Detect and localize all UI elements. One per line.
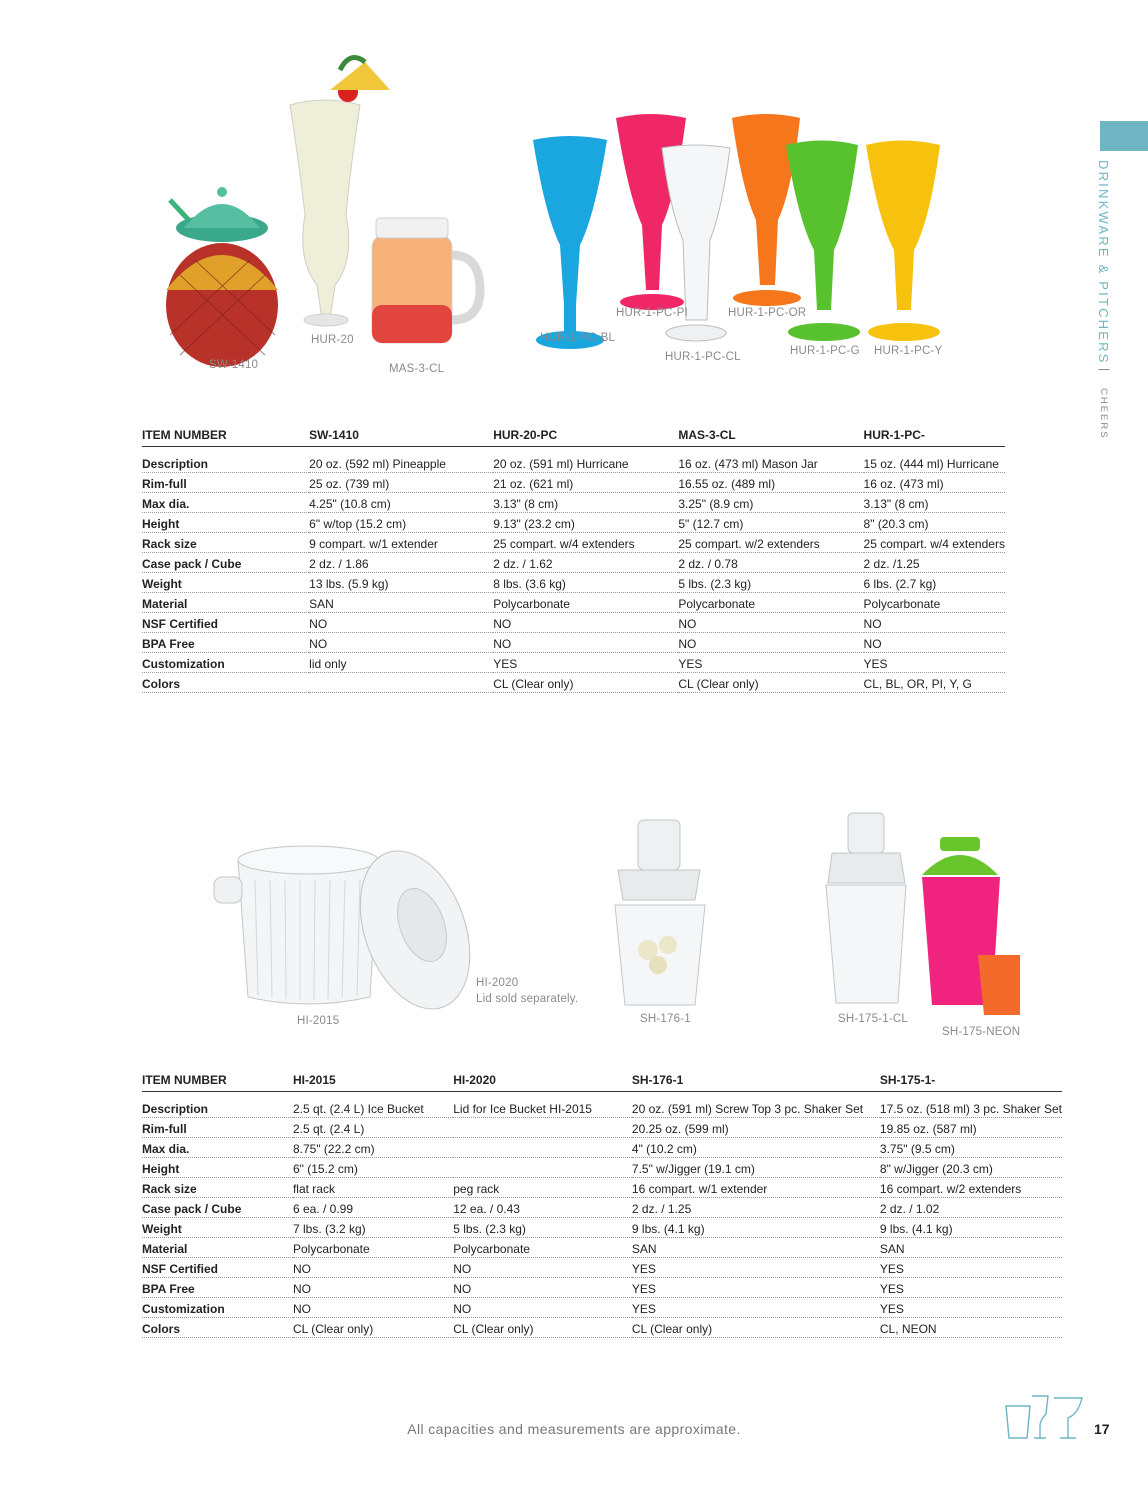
cell: Polycarbonate <box>864 593 1005 613</box>
cell: 25 compart. w/2 extenders <box>678 533 863 553</box>
cell: YES <box>493 653 678 673</box>
cell <box>453 1158 632 1178</box>
mason-jar-image <box>372 218 480 343</box>
cell: 16 oz. (473 ml) <box>864 473 1005 493</box>
clear-shaker-image <box>826 813 906 1003</box>
bottom-product-photos <box>200 805 1020 1020</box>
cell: YES <box>678 653 863 673</box>
header-cell: ITEM NUMBER <box>142 418 309 447</box>
cell: CL (Clear only) <box>293 1318 453 1338</box>
table-row <box>142 447 1005 473</box>
hurricane-orange-image <box>732 114 801 306</box>
cell: YES <box>632 1298 880 1318</box>
ice-bucket-image <box>214 836 490 1020</box>
row-label: Weight <box>142 1218 293 1238</box>
caption-hur-20: HUR-20 <box>311 334 354 346</box>
cell: CL, BL, OR, PI, Y, G <box>864 673 1005 693</box>
cell: 2 dz. / 1.02 <box>880 1198 1062 1218</box>
cell: 20 oz. (592 ml) Pineapple <box>309 447 493 473</box>
cell: CL, NEON <box>880 1318 1062 1338</box>
cell: NO <box>293 1258 453 1278</box>
cell: NO <box>864 633 1005 653</box>
table-row <box>142 1298 1062 1318</box>
cell: 3.13" (8 cm) <box>493 493 678 513</box>
table-row <box>142 673 1005 693</box>
cell: 20 oz. (591 ml) Hurricane <box>493 447 678 473</box>
cell: NO <box>453 1278 632 1298</box>
table-row <box>142 1258 1062 1278</box>
header-cell: SH-176-1 <box>632 1063 880 1092</box>
cell: Polycarbonate <box>678 593 863 613</box>
cell: Polycarbonate <box>493 593 678 613</box>
cell: 6" w/top (15.2 cm) <box>309 513 493 533</box>
cell: 2.5 qt. (2.4 L) Ice Bucket <box>293 1092 453 1118</box>
row-label: BPA Free <box>142 1278 293 1298</box>
row-label: Material <box>142 593 309 613</box>
cell: 20.25 oz. (599 ml) <box>632 1118 880 1138</box>
cell: 6 lbs. (2.7 kg) <box>864 573 1005 593</box>
spec-table-bottom <box>142 1063 1062 1338</box>
row-label: Height <box>142 513 309 533</box>
cell: NO <box>493 633 678 653</box>
cell: CL (Clear only) <box>678 673 863 693</box>
row-label: Weight <box>142 573 309 593</box>
table-row <box>142 1092 1062 1118</box>
table-row <box>142 1138 1062 1158</box>
table-header-row <box>142 1063 1062 1092</box>
cell: 3.25" (8.9 cm) <box>678 493 863 513</box>
row-label: NSF Certified <box>142 1258 293 1278</box>
cell: 2 dz. /1.25 <box>864 553 1005 573</box>
cell: 25 compart. w/4 extenders <box>493 533 678 553</box>
section-label <box>1096 160 1126 460</box>
row-label: Case pack / Cube <box>142 553 309 573</box>
table-row <box>142 473 1005 493</box>
cell: 16 compart. w/1 extender <box>632 1178 880 1198</box>
cell: Polycarbonate <box>453 1238 632 1258</box>
neon-shaker-image <box>922 837 1020 1015</box>
cell: YES <box>864 653 1005 673</box>
cell: 7 lbs. (3.2 kg) <box>293 1218 453 1238</box>
caption-hi-2015: HI-2015 <box>297 1015 340 1027</box>
table-row <box>142 513 1005 533</box>
cell: 25 compart. w/4 extenders <box>864 533 1005 553</box>
cell <box>309 673 493 693</box>
row-label: Height <box>142 1158 293 1178</box>
cell: 2 dz. / 1.86 <box>309 553 493 573</box>
cell: NO <box>493 613 678 633</box>
cell: YES <box>632 1278 880 1298</box>
row-label: Description <box>142 447 309 473</box>
cell: 7.5" w/Jigger (19.1 cm) <box>632 1158 880 1178</box>
cell: CL (Clear only) <box>493 673 678 693</box>
cell: YES <box>880 1258 1062 1278</box>
cell: 16 oz. (473 ml) Mason Jar <box>678 447 863 473</box>
page-number: 17 <box>1094 1421 1110 1437</box>
cell: 8.75" (22.2 cm) <box>293 1138 453 1158</box>
row-label: Colors <box>142 1318 293 1338</box>
caption-hur-1-pc-bl: HUR-1-PC-BL <box>540 332 616 344</box>
caption-hur-1-pc-pi: HUR-1-PC-PI <box>616 307 688 319</box>
cell: lid only <box>309 653 493 673</box>
cell: 21 oz. (621 ml) <box>493 473 678 493</box>
cell: 8" (20.3 cm) <box>864 513 1005 533</box>
row-label: Description <box>142 1092 293 1118</box>
drinkware-icon <box>1004 1392 1086 1442</box>
cell: 5 lbs. (2.3 kg) <box>678 573 863 593</box>
cell: SAN <box>880 1238 1062 1258</box>
cell: 20 oz. (591 ml) Screw Top 3 pc. Shaker Set <box>632 1092 880 1118</box>
table-row <box>142 1158 1062 1178</box>
row-label: Rack size <box>142 1178 293 1198</box>
header-cell: ITEM NUMBER <box>142 1063 293 1092</box>
caption-sh-175-neon: SH-175-NEON <box>942 1026 1021 1038</box>
table-row <box>142 633 1005 653</box>
row-label: Material <box>142 1238 293 1258</box>
table-row <box>142 613 1005 633</box>
cell: 2 dz. / 0.78 <box>678 553 863 573</box>
table-row <box>142 493 1005 513</box>
header-cell: HUR-20-PC <box>493 418 678 447</box>
table-row <box>142 1218 1062 1238</box>
caption-sh-175-1-cl: SH-175-1-CL <box>838 1013 908 1025</box>
cell: NO <box>453 1298 632 1318</box>
cell: 13 lbs. (5.9 kg) <box>309 573 493 593</box>
cell: 9.13" (23.2 cm) <box>493 513 678 533</box>
cell: CL (Clear only) <box>453 1318 632 1338</box>
cell: 16.55 oz. (489 ml) <box>678 473 863 493</box>
caption-hur-1-pc-y: HUR-1-PC-Y <box>874 345 943 357</box>
cell: NO <box>678 613 863 633</box>
cell: NO <box>309 613 493 633</box>
row-label: Colors <box>142 673 309 693</box>
row-label: Rim-full <box>142 473 309 493</box>
cell: 16 compart. w/2 extenders <box>880 1178 1062 1198</box>
row-label: Rack size <box>142 533 309 553</box>
cell: flat rack <box>293 1178 453 1198</box>
table-row <box>142 573 1005 593</box>
caption-sw-1410: SW-1410 <box>209 359 259 371</box>
cell: 2 dz. / 1.62 <box>493 553 678 573</box>
table-row <box>142 593 1005 613</box>
row-label: NSF Certified <box>142 613 309 633</box>
cell: 9 lbs. (4.1 kg) <box>632 1218 880 1238</box>
caption-hur-1-pc-or: HUR-1-PC-OR <box>728 307 807 319</box>
header-cell: HI-2020 <box>453 1063 632 1092</box>
table-row <box>142 1238 1062 1258</box>
pineapple-jar-image <box>166 187 278 367</box>
cell: 4" (10.2 cm) <box>632 1138 880 1158</box>
section-separator: | <box>1098 368 1112 372</box>
cell: 6 ea. / 0.99 <box>293 1198 453 1218</box>
cell: NO <box>678 633 863 653</box>
header-cell: HUR-1-PC- <box>864 418 1005 447</box>
cell: 8" w/Jigger (20.3 cm) <box>880 1158 1062 1178</box>
cell: 5 lbs. (2.3 kg) <box>453 1218 632 1238</box>
cell: 9 lbs. (4.1 kg) <box>880 1218 1062 1238</box>
cell: YES <box>880 1278 1062 1298</box>
caption-mas-3-cl: MAS-3-CL <box>389 363 445 375</box>
cell: 3.75" (9.5 cm) <box>880 1138 1062 1158</box>
cell: peg rack <box>453 1178 632 1198</box>
cell: NO <box>309 633 493 653</box>
cell: NO <box>293 1298 453 1318</box>
cell: SAN <box>632 1238 880 1258</box>
section-tab-marker <box>1100 121 1148 151</box>
row-label: Customization <box>142 1298 293 1318</box>
row-label: BPA Free <box>142 633 309 653</box>
row-label: Customization <box>142 653 309 673</box>
table-row <box>142 1178 1062 1198</box>
cell: 8 lbs. (3.6 kg) <box>493 573 678 593</box>
header-cell: MAS-3-CL <box>678 418 863 447</box>
cell: Lid for Ice Bucket HI-2015 <box>453 1092 632 1118</box>
cell: 3.13" (8 cm) <box>864 493 1005 513</box>
cell <box>453 1138 632 1158</box>
cell: 12 ea. / 0.43 <box>453 1198 632 1218</box>
header-cell: HI-2015 <box>293 1063 453 1092</box>
caption-lid-note: Lid sold separately. <box>476 993 579 1005</box>
cell: 17.5 oz. (518 ml) 3 pc. Shaker Set <box>880 1092 1062 1118</box>
table-row <box>142 1278 1062 1298</box>
table-row <box>142 1318 1062 1338</box>
hurricane-yellow-image <box>866 141 940 342</box>
cell: NO <box>453 1258 632 1278</box>
screw-top-shaker-image <box>615 820 705 1005</box>
header-cell: SW-1410 <box>309 418 493 447</box>
cell: 2.5 qt. (2.4 L) <box>293 1118 453 1138</box>
spec-table-top <box>142 418 1005 693</box>
cell <box>453 1118 632 1138</box>
footer-note: All capacities and measurements are approximate. <box>407 1421 741 1437</box>
cell: 2 dz. / 1.25 <box>632 1198 880 1218</box>
table-header-row <box>142 418 1005 447</box>
header-cell: SH-175-1- <box>880 1063 1062 1092</box>
cell: SAN <box>309 593 493 613</box>
cell: CL (Clear only) <box>632 1318 880 1338</box>
cell: 5" (12.7 cm) <box>678 513 863 533</box>
cell: 25 oz. (739 ml) <box>309 473 493 493</box>
cell: 15 oz. (444 ml) Hurricane <box>864 447 1005 473</box>
caption-hur-1-pc-g: HUR-1-PC-G <box>790 345 860 357</box>
table-row <box>142 533 1005 553</box>
cell: NO <box>293 1278 453 1298</box>
table-row <box>142 1118 1062 1138</box>
cell: 4.25" (10.8 cm) <box>309 493 493 513</box>
cell: NO <box>864 613 1005 633</box>
cell: YES <box>632 1258 880 1278</box>
caption-sh-176-1: SH-176-1 <box>640 1013 691 1025</box>
caption-hi-2020: HI-2020 <box>476 977 519 989</box>
table-row <box>142 553 1005 573</box>
row-label: Rim-full <box>142 1118 293 1138</box>
caption-hur-1-pc-cl: HUR-1-PC-CL <box>665 351 741 363</box>
subsection-title: CHEERS <box>1098 388 1109 440</box>
cell: 19.85 oz. (587 ml) <box>880 1118 1062 1138</box>
cell: 6" (15.2 cm) <box>293 1158 453 1178</box>
cell: YES <box>880 1298 1062 1318</box>
table-row <box>142 653 1005 673</box>
cell: 9 compart. w/1 extender <box>309 533 493 553</box>
cell: Polycarbonate <box>293 1238 453 1258</box>
row-label: Max dia. <box>142 1138 293 1158</box>
table-row <box>142 1198 1062 1218</box>
row-label: Max dia. <box>142 493 309 513</box>
hurricane-blue-image <box>533 136 607 349</box>
row-label: Case pack / Cube <box>142 1198 293 1218</box>
section-title: DRINKWARE & PITCHERS <box>1096 160 1111 365</box>
